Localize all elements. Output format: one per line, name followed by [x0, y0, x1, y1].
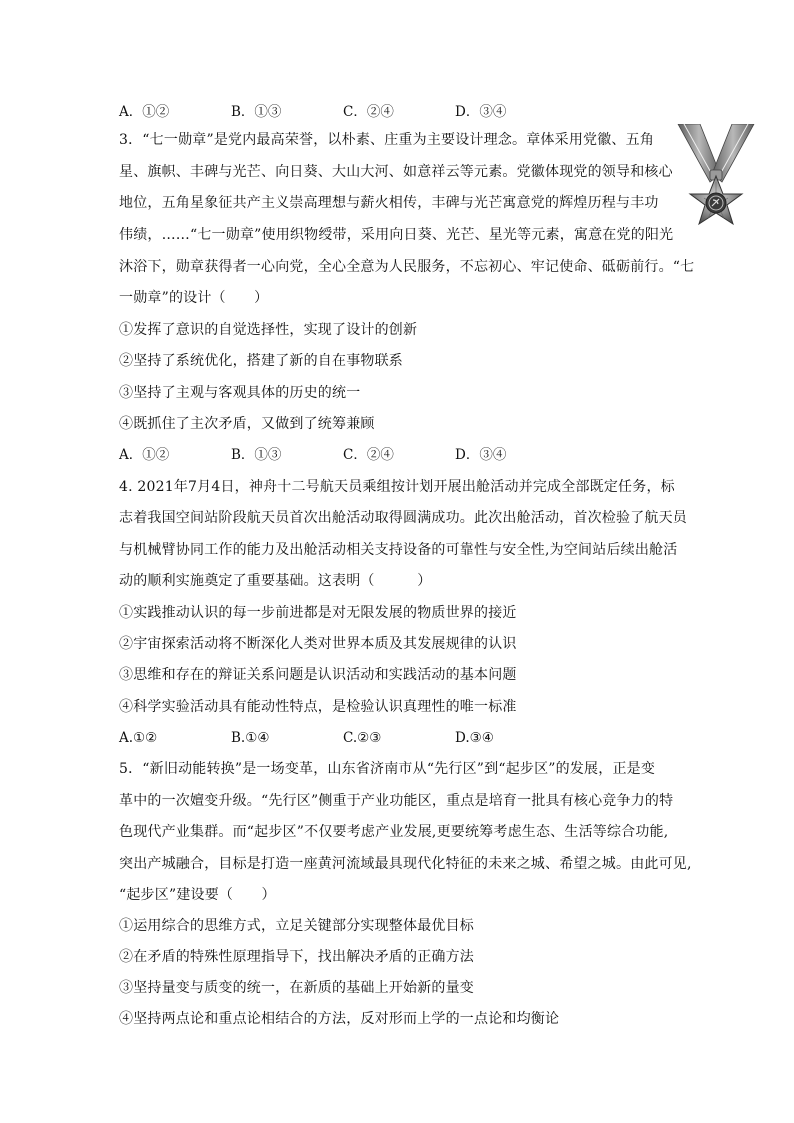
- q3-stem-line: 沐浴下，勋章获得者一心向党，全心全意为人民服务，不忘初心、牢记使命、砥砺前行。“七: [119, 259, 695, 275]
- q5-statement-3: ③坚持量变与质变的统一，在新质的基础上开始新的量变: [119, 980, 474, 996]
- q4-stem-line: 动的顺利实施奠定了重要基础。这表明（ ）: [119, 573, 432, 589]
- q4-option-b[interactable]: B.①④: [231, 730, 270, 746]
- july-first-medal-image: [676, 124, 756, 240]
- q2-option-b[interactable]: B．①③: [231, 104, 282, 120]
- q3-option-a[interactable]: A．①②: [119, 447, 170, 463]
- q4-stem-line: 4. 2021年7月4日，神舟十二号航天员乘组按计划开展出舱活动并完成全部既定任务，标: [119, 479, 675, 495]
- q3-stem-line: 星、旗帜、丰碑与光芒、向日葵、大山大河、如意祥云等元素。党徽体现党的领导和核心: [119, 164, 673, 180]
- q2-option-d[interactable]: D．③④: [455, 104, 507, 120]
- q3-statement-1: ①发挥了意识的自觉选择性，实现了设计的创新: [119, 322, 418, 338]
- q3-statement-4: ④既抓住了主次矛盾，又做到了统筹兼顾: [119, 416, 375, 432]
- q5-stem-line: 5．“新旧动能转换”是一场变革，山东省济南市从“先行区”到“起步区”的发展，正是变: [119, 761, 656, 777]
- q4-statement-4: ④科学实验活动具有能动性特点，是检验认识真理性的唯一标准: [119, 699, 517, 715]
- q4-statement-2: ②宇宙探索活动将不断深化人类对世界本质及其发展规律的认识: [119, 636, 517, 652]
- q3-option-d[interactable]: D．③④: [455, 447, 507, 463]
- q5-statement-2: ②在矛盾的特殊性原理指导下，找出解决矛盾的正确方法: [119, 949, 474, 965]
- q4-option-d[interactable]: D.③④: [455, 730, 494, 746]
- q2-option-a[interactable]: A．①②: [119, 104, 170, 120]
- q4-stem-line: 志着我国空间站阶段航天员首次出舱活动取得圆满成功。此次出舱活动，首次检验了航天员: [119, 510, 687, 526]
- q5-statement-4: ④坚持两点论和重点论相结合的方法，反对形而上学的一点论和均衡论: [119, 1011, 560, 1027]
- q3-stem-line: 地位，五角星象征共产主义崇高理想与薪火相传，丰碑与光芒寓意党的辉煌历程与丰功: [119, 195, 659, 211]
- q4-option-a[interactable]: A.①②: [119, 730, 158, 746]
- q5-stem-line: 色现代产业集群。而“起步区”不仅要考虑产业发展,更要统筹考虑生态、生活等综合功能,: [119, 824, 669, 840]
- q3-stem-line: 一勋章”的设计（ ）: [119, 290, 269, 306]
- q3-stem-line: 3．“七一勋章”是党内最高荣誉，以朴素、庄重为主要设计理念。章体采用党徽、五角: [119, 132, 655, 148]
- q3-statement-3: ③坚持了主观与客观具体的历史的统一: [119, 385, 361, 401]
- q3-option-c[interactable]: C．②④: [343, 447, 394, 463]
- q4-stem-line: 与机械臂协同工作的能力及出舱活动相关支持设备的可靠性与安全性,为空间站后续出舱活: [119, 542, 678, 558]
- q4-statement-1: ①实践推动认识的每一步前进都是对无限发展的物质世界的接近: [119, 605, 517, 621]
- q2-option-c[interactable]: C．②④: [343, 104, 394, 120]
- q4-statement-3: ③思维和存在的辩证关系问题是认识活动和实践活动的基本问题: [119, 667, 517, 683]
- q3-option-b[interactable]: B．①③: [231, 447, 282, 463]
- q3-stem-line: 伟绩，……“七一勋章”使用织物绶带，采用向日葵、光芒、星光等元素，寓意在党的阳光: [119, 227, 674, 243]
- q3-options: [119, 445, 679, 465]
- q5-statement-1: ①运用综合的思维方式，立足关键部分实现整体最优目标: [119, 918, 474, 934]
- q2-options: [119, 102, 679, 122]
- q4-option-c[interactable]: C.②③: [343, 730, 382, 746]
- q5-stem-line: 革中的一次嬗变升级。“先行区”侧重于产业功能区，重点是培育一批具有核心竞争力的特: [119, 793, 674, 809]
- q4-options: [119, 728, 679, 748]
- q5-stem-line: “起步区”建设要（ ）: [119, 887, 276, 903]
- q5-stem-line: 突出产城融合，目标是打造一座黄河流域最具现代化特征的未来之城、希望之城。由此可见,: [119, 856, 692, 872]
- q3-statement-2: ②坚持了系统优化，搭建了新的自在事物联系: [119, 353, 403, 369]
